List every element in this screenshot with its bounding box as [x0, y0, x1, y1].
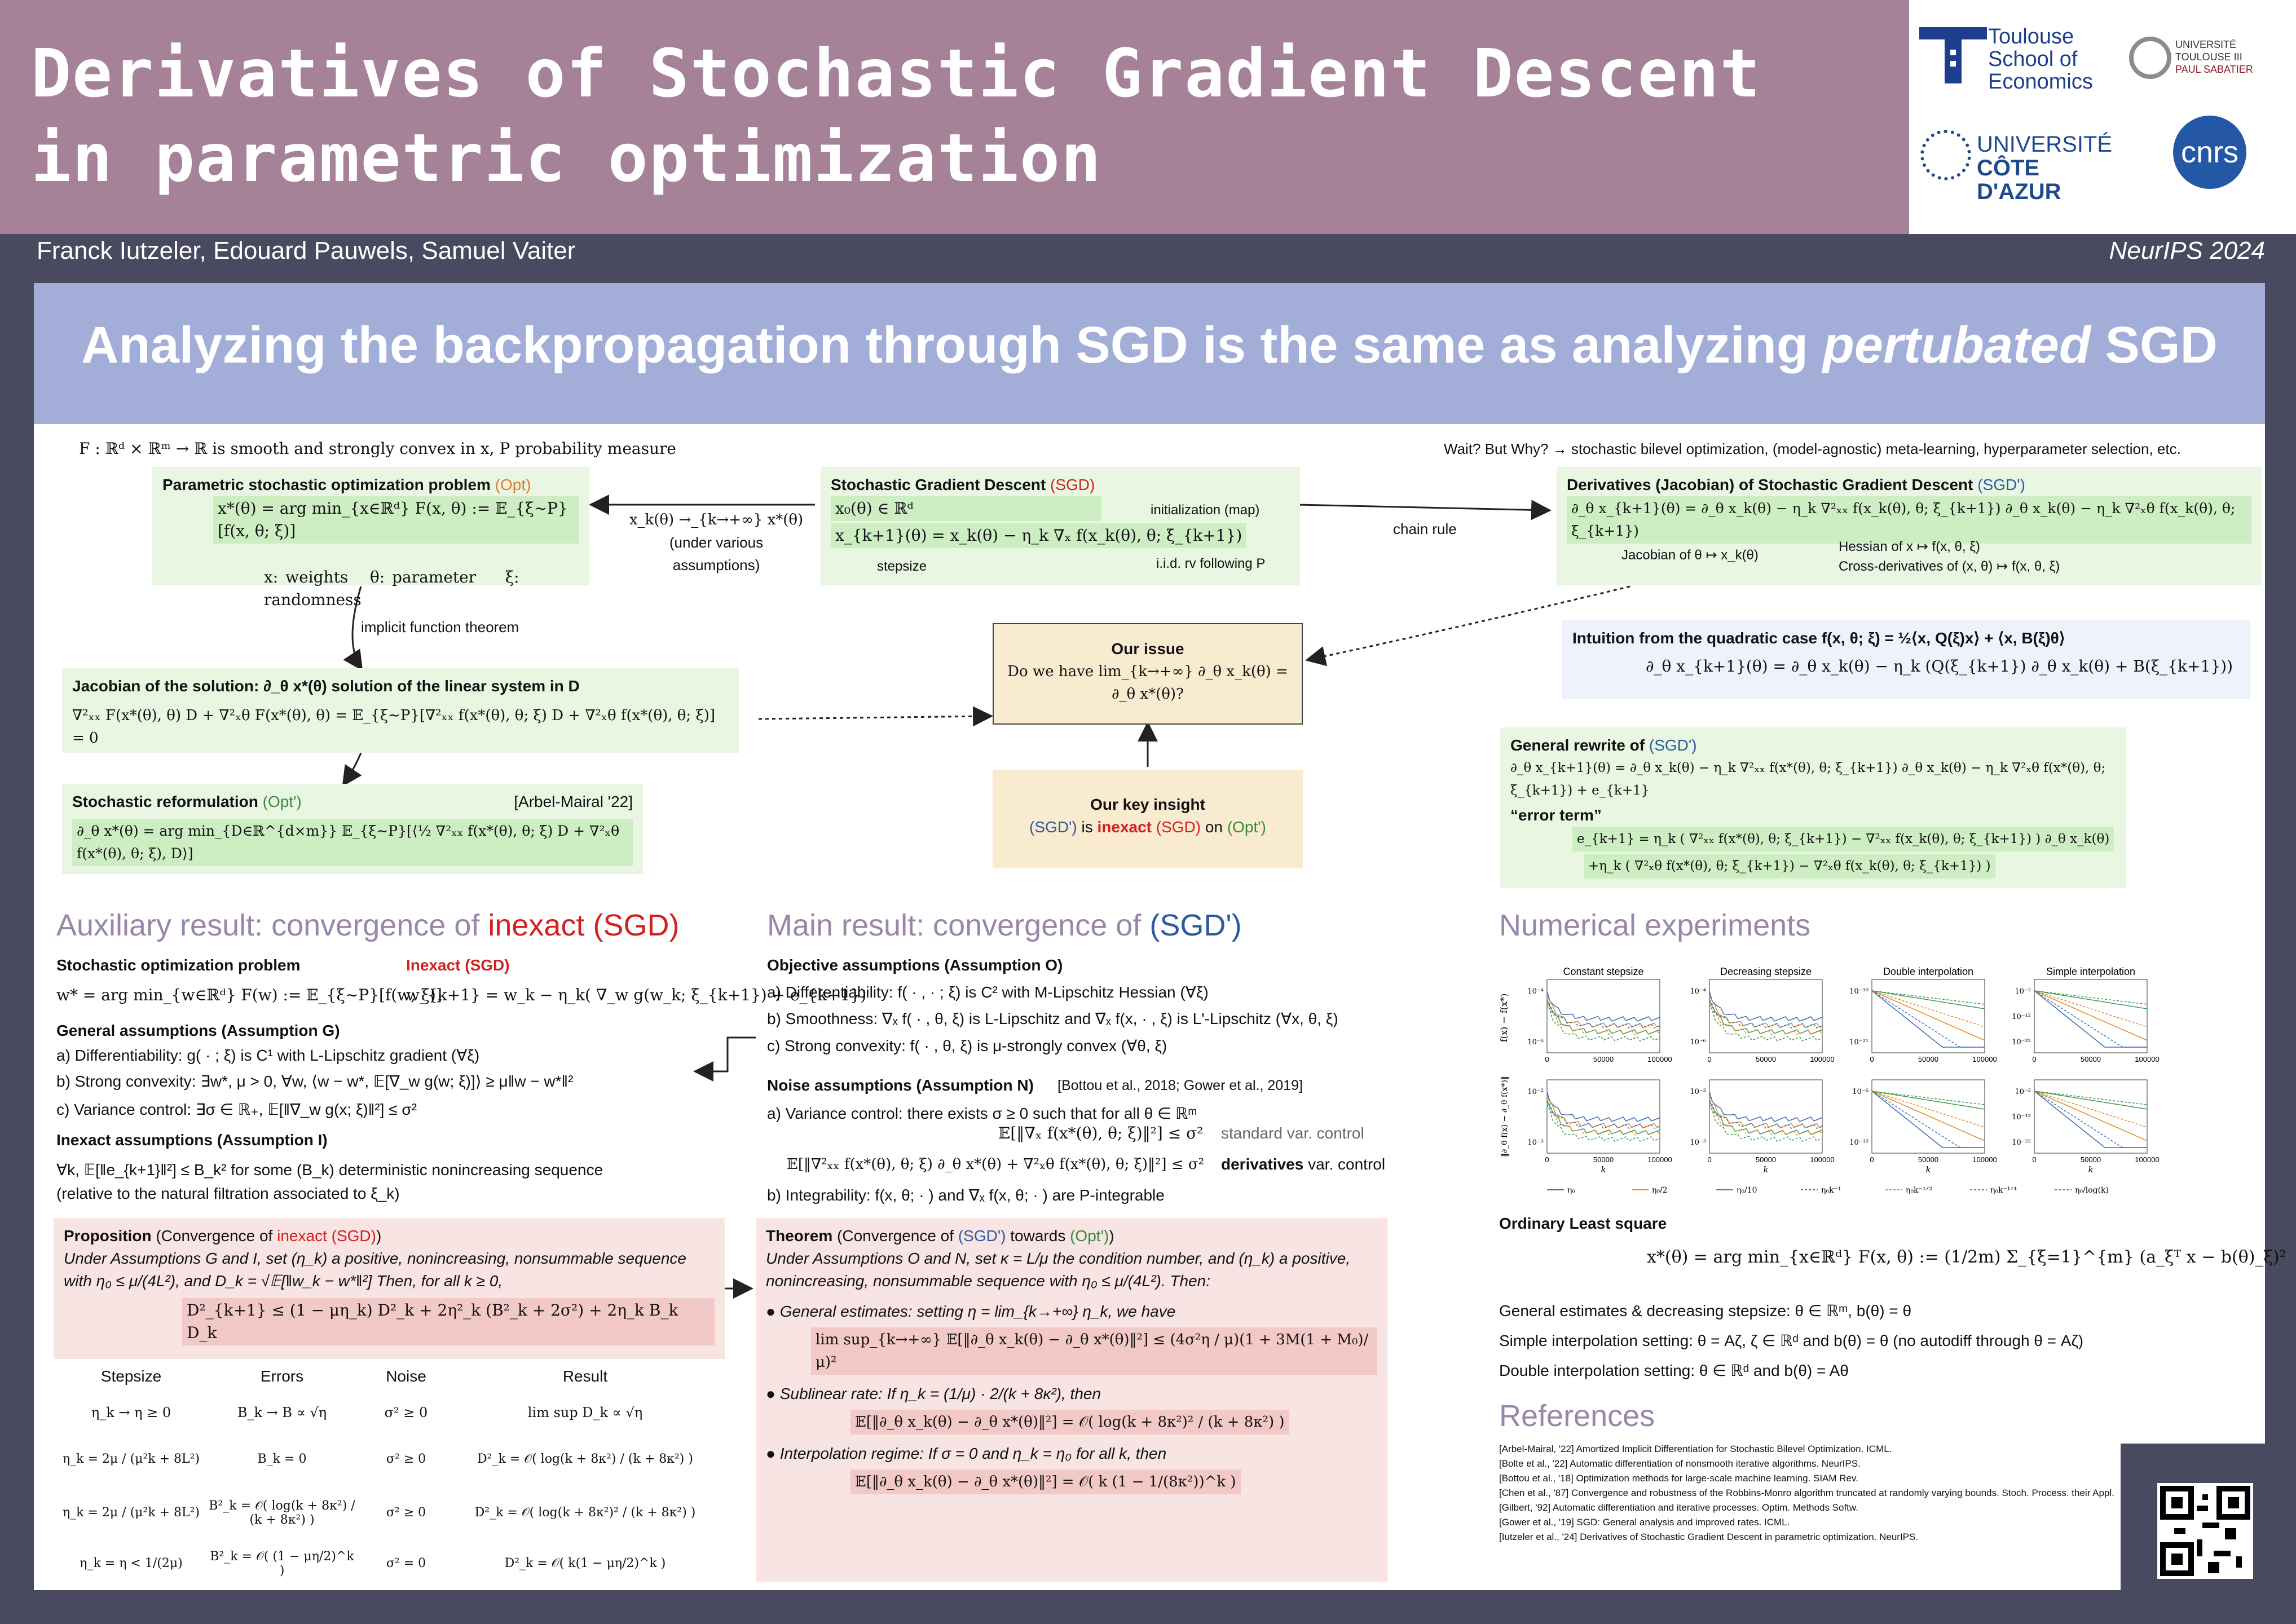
solution-box: Jacobian of the solution: ∂_θ x*(θ) solution of the linear system in D ∇²ₓₓ F(x*(θ), θ) D + ∇²ₓθ F(x*(θ), θ) = 𝔼_{ξ∼P}[∇²ₓₓ f(x*(θ), θ; ξ) D + ∇²ₓθ f(x*(θ), θ; ξ)] = 0: [62, 668, 739, 753]
legend-label: η₀: [1567, 1186, 1575, 1195]
series-line: [2034, 1091, 2147, 1105]
sgd-box: Stochastic Gradient Descent (SGD) x₀(θ) ∈ ℝᵈ x_{k+1}(θ) = x_k(θ) − η_k ∇ₓ f(x_k(θ), θ; ξ_{k+1}) initialization (map) i.i.d. rv following P stepsize: [821, 467, 1300, 585]
x-tick-label: 100000: [1972, 1055, 1997, 1063]
x-tick-label: 100000: [1810, 1055, 1835, 1063]
ols-equation: x*(θ) = arg min_{x∈ℝᵈ} F(x, θ) := (1/2m) Σ_{ξ=1}^{m} (a_ξᵀ x − b(θ)_ξ)²: [1647, 1247, 2286, 1267]
x-tick-label: 50000: [1593, 1155, 1614, 1164]
setup-statement: F : ℝᵈ × ℝᵐ → ℝ is smooth and strongly convex in x, P probability measure: [79, 439, 676, 458]
insight-box: Our key insight (SGD') is inexact (SGD) on (Opt'): [993, 770, 1303, 868]
x-tick-label: 50000: [1918, 1055, 1939, 1063]
series-line: [1872, 1091, 1985, 1105]
y-axis-label-bottom: ‖∂_θ f(x) − ∂_θ f(x*)‖: [1500, 1076, 1509, 1157]
y-tick-label: 10⁻¹⁰: [1849, 987, 1868, 996]
panel-title: Decreasing stepsize: [1720, 967, 1812, 977]
series-line: [1709, 996, 1822, 1028]
title-line-2: in parametric optimization: [31, 119, 1103, 197]
experiments-chart: [1499, 967, 2165, 1204]
main-o-c: c) Strong convexity: f( · , θ, ξ) is μ-strongly convex (∀θ, ξ): [767, 1037, 1167, 1054]
main-n-cite: [Bottou et al., 2018; Gower et al., 2019]: [1057, 1078, 1303, 1093]
panel-frame: [1709, 1080, 1822, 1153]
references-heading: References: [1499, 1399, 1655, 1433]
series-line: [1872, 1091, 1985, 1148]
ut3-text: UNIVERSITÉ TOULOUSE III PAUL SABATIER: [2175, 39, 2253, 75]
series-line: [1709, 1100, 1822, 1128]
reference-item: [Bolte et al., '22] Automatic differentiation of nonsmooth iterative algorithms. NeurIPS.: [1499, 1458, 1861, 1469]
main-n-title: Noise assumptions (Assumption N): [767, 1076, 1034, 1094]
cnrs-logo: cnrs: [2173, 116, 2246, 189]
table-row: η_k = η < 1/(2μ) B²_k = 𝒪( (1 − μη/2)^k ) σ² = 0 D²_k = 𝒪( k(1 − μη/2)^k ): [80, 1549, 666, 1578]
series-line: [1547, 1104, 1660, 1141]
arrow-reformulation: [344, 753, 361, 784]
series-line: [1547, 1096, 1660, 1128]
arrow-sol-to-issue: [759, 716, 990, 719]
authors: Franck Iutzeler, Edouard Pauwels, Samuel Vaiter: [37, 237, 576, 264]
legend-label: η₀k⁻¹ᐟ²: [1906, 1186, 1933, 1195]
table-row: η_k → η ≥ 0 B_k → B ∝ √η σ² ≥ 0 lim sup D_k ∝ √η: [91, 1405, 643, 1420]
convergence-label: x_k(θ) →_{k→+∞} x*(θ) (under various assumptions): [629, 511, 804, 573]
x-tick-label: 100000: [2135, 1055, 2160, 1063]
main-o-b: b) Smoothness: ∇ₓ f( · , θ, ξ) is L-Lipschitz and ∇ₓ f(x, · , ξ) is L'-Lipschitz (∀x, θ, ξ): [767, 1010, 1338, 1027]
x-tick-label: 0: [1707, 1155, 1712, 1164]
aux-g-b: b) Strong convexity: ∃w*, μ > 0, ∀w, ⟨w − w*, 𝔼[∇_w g(w; ξ)]⟩ ≥ μ‖w − w*‖²: [56, 1073, 574, 1090]
y-tick-label: 10⁻⁶: [1690, 1038, 1706, 1047]
series-line: [1872, 991, 1985, 1047]
aux-i-title: Inexact assumptions (Assumption I): [56, 1131, 328, 1149]
aux-i-a: ∀k, 𝔼[‖e_{k+1}‖²] ≤ B_k² for some (B_k) deterministic nonincreasing sequence: [56, 1161, 603, 1179]
x-tick-label: 100000: [2135, 1155, 2160, 1164]
x-tick-label: 0: [2032, 1155, 2037, 1164]
legend-label: η₀/10: [1737, 1186, 1757, 1195]
x-tick-label: 0: [1545, 1055, 1549, 1063]
series-line: [1872, 991, 1985, 1009]
y-tick-label: 10⁻²: [1527, 1088, 1544, 1096]
series-line: [1547, 1100, 1660, 1128]
series-line: [2034, 1091, 2147, 1148]
series-line: [1872, 991, 1985, 1004]
jac-box: Derivatives (Jacobian) of Stochastic Gradient Descent (SGD') ∂_θ x_{k+1}(θ) = ∂_θ x_k(θ) − η_k ∇²ₓₓ f(x_k(θ), θ; ξ_{k+1}) ∂_θ x_k(θ) − η_k ∇²ₓθ f(x_k(θ), θ; ξ_{k+1}) Jacobian of θ ↦ x_k(θ) Hessian of x ↦ f(x, θ, ξ) Cross-derivatives of (x, θ) ↦ f(x, θ, ξ): [1557, 467, 2262, 585]
panel-frame: [2034, 1080, 2147, 1153]
y-tick-label: 10⁻¹²: [1849, 1138, 1868, 1147]
opt-equation: x*(θ) = arg min_{x∈ℝᵈ} F(x, θ) := 𝔼_{ξ∼P}[f(x, θ; ξ)]: [213, 496, 579, 544]
series-line: [1872, 1091, 1985, 1127]
panel-frame: [2034, 979, 2147, 1053]
series-line: [1872, 991, 1985, 1047]
panel-title: Double interpolation: [1883, 967, 1974, 977]
panel-frame: [1872, 979, 1985, 1053]
series-line: [2034, 1091, 2147, 1109]
x-tick-label: 0: [1870, 1055, 1874, 1063]
x-tick-label: 0: [1870, 1155, 1874, 1164]
aux-i-b: (relative to the natural filtration associated to ξ_k): [56, 1185, 400, 1202]
main-n-b: b) Integrability: f(x, θ; · ) and ∇ₓ f(x, θ; · ) are P-integrable: [767, 1186, 1165, 1204]
ols-title: Ordinary Least square: [1499, 1215, 1667, 1232]
x-tick-label: 0: [1545, 1155, 1549, 1164]
y-tick-label: 10⁻⁶: [1527, 1038, 1544, 1047]
y-tick-label: 10⁻²: [1690, 1088, 1706, 1096]
x-tick-label: 100000: [1647, 1055, 1672, 1063]
x-tick-label: 50000: [2080, 1155, 2101, 1164]
series-line: [1872, 991, 1985, 1027]
theorem-box: Theorem (Convergence of (SGD') towards (Opt')) Under Assumptions O and N, set κ = L/μ the condition number, and (η_k) a positive, nonincreasing, nonsummable sequence with η₀ ≤ μ/(4L²). Then: ● General estimates: setting η = lim_{k→+∞} η_k, we have lim sup_{k→+∞} 𝔼[‖∂_θ x_k(θ) − ∂_θ x*(θ)‖²] ≤ (4σ²η / μ)(1 + 3M(1 + M₀)/μ)² ● Sublinear rate: If η_k = (1/μ) · 2/(k + 8κ²), then 𝔼[‖∂_θ x_k(θ) − ∂_θ x*(θ)‖²] = 𝒪( log(k + 8κ²)² / (k + 8κ²) ) ● Interpolation regime: If σ = 0 and η_k = η₀ for all k, then 𝔼[‖∂_θ x_k(θ) − ∂_θ x*(θ)‖²] = 𝒪( k (1 − 1/(8κ²))^k ): [756, 1218, 1387, 1582]
y-tick-label: 10⁻²²: [2012, 1138, 2031, 1147]
reformulation-box: Stochastic reformulation (Opt') [Arbel-Mairal '22] ∂_θ x*(θ) = arg min_{D∈ℝ^{d×m}} 𝔼_{ξ∼P}[⟨½ ∇²ₓₓ f(x*(θ), θ; ξ) D + ∇²ₓθ f(x*(θ), θ; ξ), D⟩]: [62, 784, 643, 874]
y-tick-label: 10⁻²: [2015, 1088, 2031, 1096]
x-tick-label: 50000: [1755, 1155, 1777, 1164]
series-line: [1547, 996, 1660, 1028]
x-tick-label: 100000: [1647, 1155, 1672, 1164]
venue: NeurIPS 2024: [2109, 237, 2265, 264]
y-axis-label-top: f(x) − f(x*): [1499, 993, 1509, 1043]
aux-g-a: a) Differentiability: g( · ; ξ) is C¹ with L-Lipschitz gradient (∀ξ): [56, 1047, 480, 1064]
x-tick-label: 100000: [1972, 1155, 1997, 1164]
series-line: [2034, 1091, 2147, 1148]
references-list: [1499, 1442, 2119, 1544]
x-tick-label: 50000: [1755, 1055, 1777, 1063]
panel-title: Constant stepsize: [1563, 967, 1644, 977]
y-tick-label: 10⁻¹²: [2012, 1113, 2031, 1122]
arrow-sgd-to-jac: [1297, 505, 1548, 510]
aux-problem-title: Stochastic optimization problem: [56, 956, 301, 974]
x-axis-label: k: [2088, 1164, 2094, 1175]
series-line: [1872, 1091, 1985, 1148]
title-line-1: Derivatives of Stochastic Gradient Descent: [31, 34, 1761, 112]
series-line: [1547, 1000, 1660, 1028]
aux-inexact-eq: w_{k+1} = w_k − η_k( ∇_w g(w_k; ξ_{k+1}) + e_{k+1}): [406, 986, 867, 1004]
reference-item: [Gilbert, '92] Automatic differentiation and iterative processes. Optim. Methods Softw.: [1499, 1502, 1858, 1513]
x-axis-label: k: [1925, 1164, 1931, 1175]
aux-g-title: General assumptions (Assumption G): [56, 1022, 340, 1039]
series-line: [1709, 1104, 1822, 1141]
y-tick-label: 10⁻²: [2015, 987, 2031, 996]
rates-table-header: Stepsize Errors Noise Result: [100, 1367, 608, 1385]
x-tick-label: 0: [1707, 1055, 1712, 1063]
y-tick-label: 10⁻³: [1527, 1138, 1544, 1147]
panel-frame: [1547, 1080, 1660, 1153]
series-line: [1872, 991, 1985, 1040]
series-line: [2034, 991, 2147, 1004]
table-row: η_k = 2μ / (μ²k + 8L²) B_k = 0 σ² ≥ 0 D²_k = 𝒪( log(k + 8κ²) / (k + 8κ²) ): [62, 1452, 693, 1466]
ift-label: implicit function theorem: [361, 619, 519, 636]
y-tick-label: 10⁻¹²: [2012, 1013, 2031, 1021]
series-line: [1872, 1091, 1985, 1109]
arrow-assumptions-to-aux: [697, 1038, 756, 1071]
ols-setting-1: General estimates & decreasing stepsize: θ ∈ ℝᵐ, b(θ) = θ: [1499, 1302, 1912, 1320]
main-n-a2: 𝔼[‖∇²ₓₓ f(x*(θ), θ; ξ) ∂_θ x*(θ) + ∇²ₓθ f(x*(θ), θ; ξ)‖²] ≤ σ²: [787, 1156, 1205, 1173]
reference-item: [Iutzeler et al., '24] Derivatives of Stochastic Gradient Descent in parametric optimization. NeurIPS.: [1499, 1532, 1919, 1542]
x-tick-label: 50000: [1918, 1155, 1939, 1164]
aux-inexact-title: Inexact (SGD): [406, 956, 510, 974]
table-row: η_k = 2μ / (μ²k + 8L²) B²_k = 𝒪( log(k + 8κ²) / (k + 8κ²) ) σ² ≥ 0 D²_k = 𝒪( log(k + 8κ²)² / (k + 8κ²) ): [62, 1498, 696, 1527]
banner-text: Analyzing the backpropagation through SGD is the same as analyzing pertubated SGD: [81, 316, 2218, 374]
main-n-a1: 𝔼[‖∇ₓ f(x*(θ), θ; ξ)‖²] ≤ σ²: [998, 1124, 1204, 1142]
reference-item: [Arbel-Mairal, '22] Amortized Implicit Differentiation for Stochastic Bilevel Optimization. ICML.: [1499, 1444, 1892, 1454]
ols-setting-3: Double interpolation setting: θ ∈ ℝᵈ and b(θ) = Aθ: [1499, 1362, 1849, 1379]
x-tick-label: 50000: [2080, 1055, 2101, 1063]
series-line: [2034, 991, 2147, 1047]
x-axis-label: k: [1763, 1164, 1769, 1175]
main-o-a: a) Differentiability: f( · , · ; ξ) is C² with M-Lipschitz Hessian (∀ξ): [767, 983, 1209, 1001]
x-tick-label: 0: [2032, 1055, 2037, 1063]
series-line: [2034, 991, 2147, 1009]
panel-frame: [1709, 979, 1822, 1053]
series-line: [1872, 1091, 1985, 1141]
series-line: [2034, 1091, 2147, 1127]
aux-heading: Auxiliary result: convergence of inexact (SGD): [56, 908, 680, 942]
series-line: [2034, 991, 2147, 1040]
series-line: [1709, 1000, 1822, 1028]
aux-problem-eq: w* = arg min_{w∈ℝᵈ} F(w) := 𝔼_{ξ∼P}[f(w; ξ)]: [56, 986, 442, 1004]
rates-table: [56, 1367, 716, 1587]
main-o-title: Objective assumptions (Assumption O): [767, 956, 1063, 974]
reference-item: [Chen et al., '87] Convergence and robustness of the Robbins-Monro algorithm truncated at randomly varying bounds. Stoch. Process. their Appl.: [1499, 1488, 2114, 1498]
series-line: [1709, 1004, 1822, 1041]
series-line: [1547, 1004, 1660, 1041]
uca-text: UNIVERSITÉ CÔTE D'AZUR: [1977, 132, 2113, 204]
tse-text: Toulouse School of Economics: [1988, 25, 2093, 94]
x-tick-label: 100000: [1810, 1155, 1835, 1164]
theorem-item-3: ● Interpolation regime: If σ = 0 and η_k = η₀ for all k, then: [766, 1445, 1167, 1462]
y-tick-label: 10⁻²¹: [1849, 1038, 1868, 1047]
quadratic-box: Intuition from the quadratic case f(x, θ; ξ) = ½⟨x, Q(ξ)x⟩ + ⟨x, B(ξ)θ⟩ ∂_θ x_{k+1}(θ) = ∂_θ x_k(θ) − η_k (Q(ξ_{k+1}) ∂_θ x_k(θ) + B(ξ_{k+1})): [1562, 620, 2250, 699]
y-tick-label: 10⁻⁴: [1527, 987, 1544, 996]
main-n-a1-note: standard var. control: [1221, 1124, 1364, 1142]
theorem-item-2: ● Sublinear rate: If η_k = (1/μ) · 2/(k + 8κ²), then: [766, 1385, 1101, 1402]
panel-frame: [1547, 979, 1660, 1053]
opt-box: Parametric stochastic optimization problem (Opt) x*(θ) = arg min_{x∈ℝᵈ} F(x, θ) := 𝔼_{ξ∼P}[f(x, θ; ξ)] x: weights θ: parameter ξ: randomness: [152, 467, 589, 585]
panel-frame: [1872, 1080, 1985, 1153]
general-rewrite-box: General rewrite of (SGD') ∂_θ x_{k+1}(θ) = ∂_θ x_k(θ) − η_k ∇²ₓₓ f(x*(θ), θ; ξ_{k+1}) ∂_θ x_k(θ) − η_k ∇²ₓθ f(x*(θ), θ; ξ_{k+1}) + e_{k+1} “error term” e_{k+1} = η_k ( ∇²ₓₓ f(x*(θ), θ; ξ_{k+1}) − ∇²ₓₓ f(x_k(θ), θ; ξ_{k+1}) ) ∂_θ x_k(θ) +η_k ( ∇²ₓθ f(x*(θ), θ; ξ_{k+1}) − ∇²ₓθ f(x_k(θ), θ; ξ_{k+1}) ): [1500, 727, 2126, 888]
main-n-a2-note: derivatives var. control: [1221, 1155, 1386, 1173]
chain-rule-label: chain rule: [1393, 520, 1457, 537]
series-line: [1709, 1096, 1822, 1128]
series-line: [2034, 991, 2147, 1047]
qr-code-icon: [2157, 1483, 2253, 1579]
reference-item: [Gower et al., '19] SGD: General analysis and improved rates. ICML.: [1499, 1517, 1790, 1528]
y-tick-label: 10⁻⁴: [1690, 987, 1706, 996]
legend-label: η₀k⁻¹: [1821, 1186, 1841, 1195]
opt-legend: x: weights θ: parameter ξ: randomness: [264, 568, 519, 609]
issue-box: Our issue Do we have lim_{k→+∞} ∂_θ x_k(θ) = ∂_θ x*(θ)?: [993, 623, 1303, 725]
x-axis-label: k: [1601, 1164, 1606, 1175]
reference-item: [Bottou et al., '18] Optimization methods for large-scale machine learning. SIAM Rev.: [1499, 1473, 1858, 1484]
x-tick-label: 50000: [1593, 1055, 1614, 1063]
legend-label: η₀k⁻¹ᐟ⁴: [1990, 1186, 2017, 1195]
main-heading: Main result: convergence of (SGD'): [767, 908, 1242, 942]
why-statement: Wait? But Why? → stochastic bilevel optimization, (model-agnostic) meta-learning, hyperparameter selection, etc.: [1444, 440, 2181, 457]
aux-g-c: c) Variance control: ∃σ ∈ ℝ₊, 𝔼[‖∇_w g(x; ξ)‖²] ≤ σ²: [56, 1101, 417, 1118]
main-n-a: a) Variance control: there exists σ ≥ 0 such that for all θ ∈ ℝᵐ: [767, 1105, 1197, 1122]
y-tick-label: 10⁻³: [1690, 1138, 1706, 1147]
panel-title: Simple interpolation: [2046, 967, 2136, 977]
series-line: [2034, 1091, 2147, 1141]
series-line: [2034, 991, 2147, 1027]
theorem-item-1: ● General estimates: setting η = lim_{k→+∞} η_k, we have: [766, 1303, 1176, 1320]
experiments-figure: [1499, 967, 2165, 1204]
proposition-box: Proposition (Convergence of inexact (SGD)) Under Assumptions G and I, set (η_k) a positive, nonincreasing, nonsummable sequence with η₀ ≤ μ/(4L²), and D_k = √𝔼[‖w_k − w*‖²] Then, for all k ≥ 0, D²_{k+1} ≤ (1 − μη_k) D²_k + 2η²_k (B²_k + 2σ²) + 2η_k B_k D_k: [54, 1218, 725, 1359]
y-tick-label: 10⁻²²: [2012, 1038, 2031, 1047]
legend-label: η₀/2: [1652, 1186, 1668, 1195]
ols-setting-2: Simple interpolation setting: θ = Aζ, ζ ∈ ℝᵈ and b(θ) = θ (no autodiff through θ = Aζ): [1499, 1332, 2084, 1349]
legend-label: η₀/log(k): [2075, 1186, 2109, 1195]
numerical-heading: Numerical experiments: [1499, 908, 1811, 942]
y-tick-label: 10⁻⁶: [1852, 1088, 1868, 1096]
